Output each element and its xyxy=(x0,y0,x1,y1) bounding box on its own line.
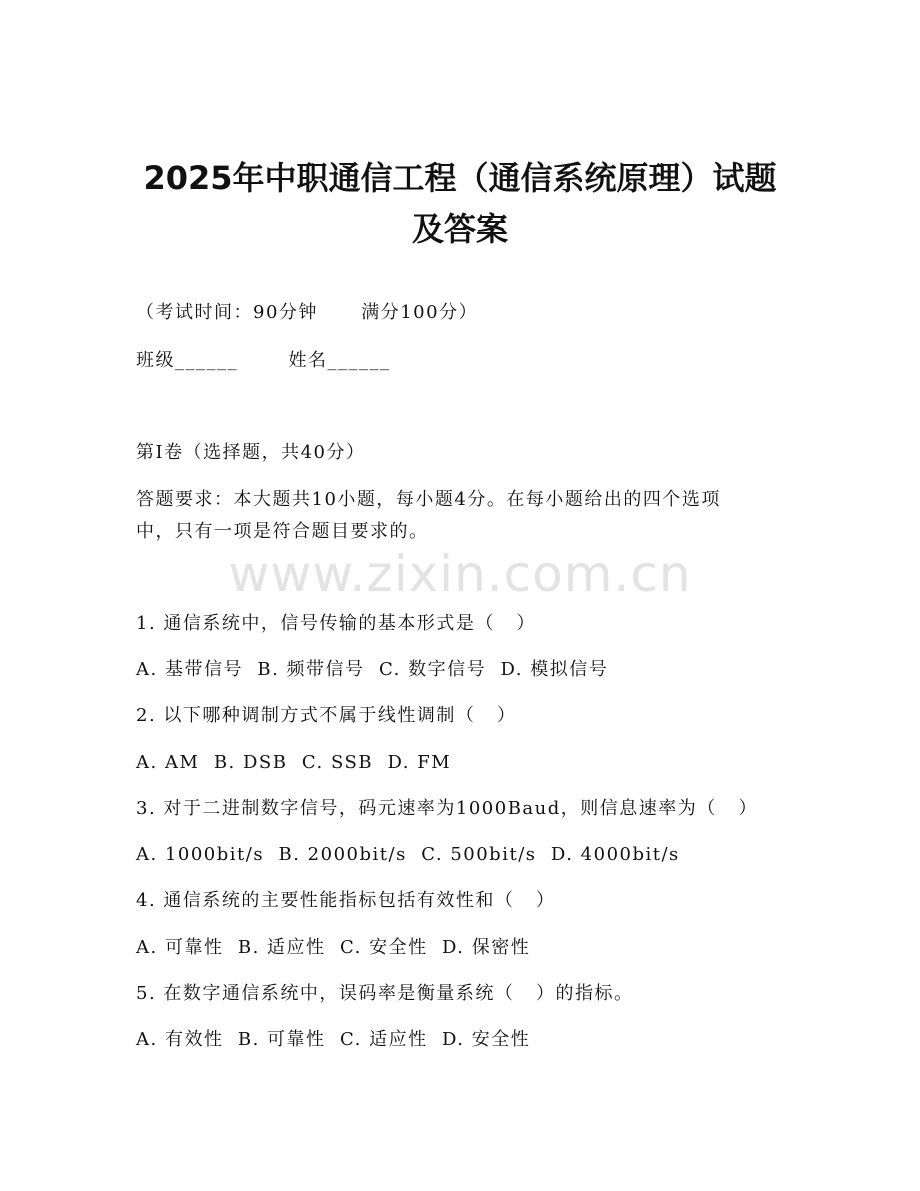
question-options: A. 可靠性 B. 适应性 C. 安全性 D. 保密性 xyxy=(136,937,531,958)
document-title-line-1: 2025年中职通信工程（通信系统原理）试题 xyxy=(143,159,777,197)
student-info: 班级______ 姓名______ xyxy=(136,350,391,371)
question-stem: 5. 在数字通信系统中，误码率是衡量系统（ ）的指标。 xyxy=(136,983,634,1004)
question-stem: 4. 通信系统的主要性能指标包括有效性和（ ） xyxy=(136,890,556,911)
question-stem: 1. 通信系统中，信号传输的基本形式是（ ） xyxy=(136,613,537,634)
question-stem: 2. 以下哪种调制方式不属于线性调制（ ） xyxy=(136,705,517,726)
question-options: A. 有效性 B. 可靠性 C. 适应性 D. 安全性 xyxy=(136,1029,531,1050)
watermark: www.zixin.com.cn xyxy=(228,545,692,603)
document-title-line-2: 及答案 xyxy=(411,210,508,248)
question-options: A. 1000bit/s B. 2000bit/s C. 500bit/s D. 4000bit/s xyxy=(136,844,680,865)
instructions-line-2: 中，只有一项是符合题目要求的。 xyxy=(136,521,429,542)
instructions-line-1: 答题要求：本大题共10小题，每小题4分。在每小题给出的四个选项 xyxy=(136,489,721,510)
question-options: A. AM B. DSB C. SSB D. FM xyxy=(136,752,452,773)
exam-info: （考试时间：90分钟 满分100分） xyxy=(136,302,479,323)
section-heading: 第I卷（选择题，共40分） xyxy=(136,442,366,463)
question-stem: 3. 对于二进制数字信号，码元速率为1000Baud，则信息速率为（ ） xyxy=(136,798,758,819)
question-options: A. 基带信号 B. 频带信号 C. 数字信号 D. 模拟信号 xyxy=(136,659,609,680)
